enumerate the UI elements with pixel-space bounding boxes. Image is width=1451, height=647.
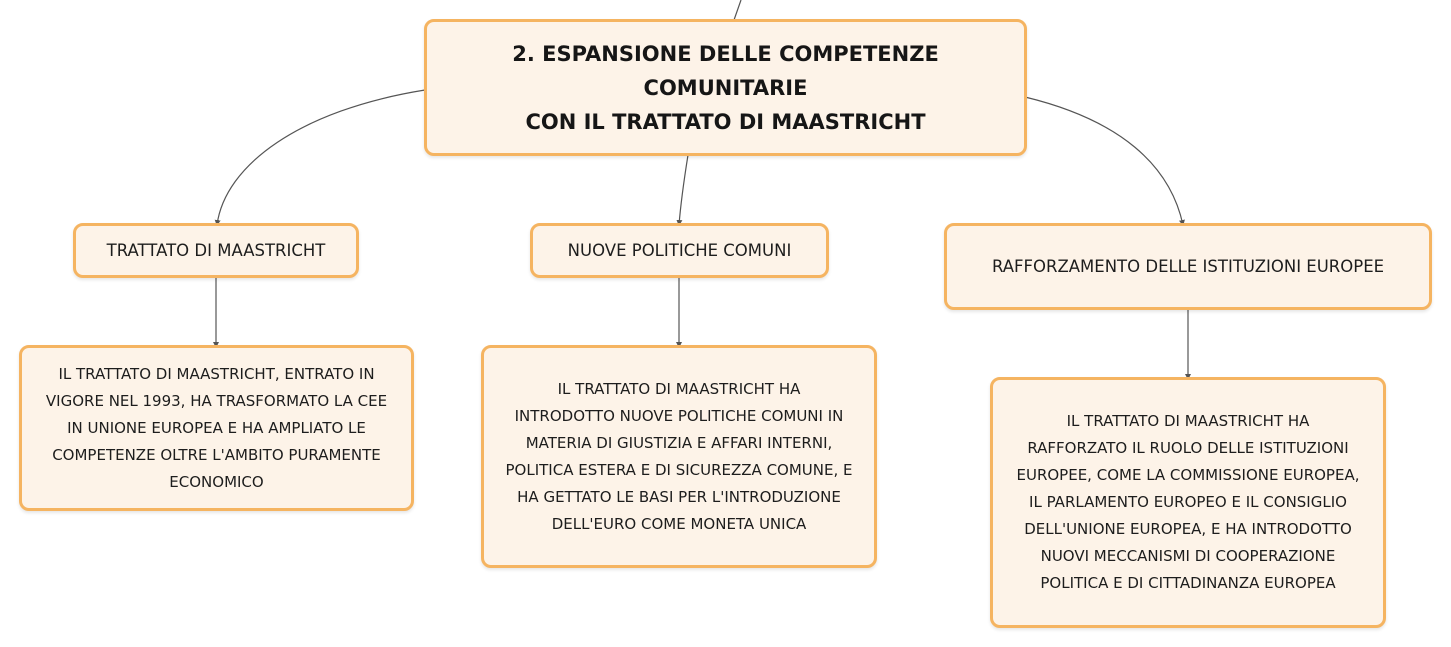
branch-label: TRATTATO DI MAASTRICHT <box>106 240 326 260</box>
branch-node-nuove-politiche-comuni[interactable] <box>530 223 829 278</box>
detail-node-rafforzamento-istituzioni[interactable] <box>990 377 1386 628</box>
detail-text: IL TRATTATO DI MAASTRICHT HA RAFFORZATO IL RUOLO DELLE ISTITUZIONI EUROPEE, COME LA COMMISSIONE EUROPEA, IL PARLAMENTO EUROPEO E IL CONSIGLIO DELL'UNIONE EUROPEA, E HA INTRODOTTO NUOVI MECCANISMI DI COOPERAZIONE POLITICA E DI CITTADINANZA EUROPEA <box>1016 412 1360 592</box>
root-topic-title: 2. ESPANSIONE DELLE COMPETENZE COMUNITARIE CON IL TRATTATO DI MAASTRICHT <box>512 41 939 134</box>
detail-text: IL TRATTATO DI MAASTRICHT HA INTRODOTTO NUOVE POLITICHE COMUNI IN MATERIA DI GIUSTIZIA E AFFARI INTERNI, POLITICA ESTERA E DI SICUREZZA COMUNE, E HA GETTATO LE BASI PER L'INTRODUZIONE DELL'EURO COME MONETA UNICA <box>505 379 853 533</box>
connector-root-to-branch-3 <box>1025 97 1183 225</box>
branch-node-rafforzamento-istituzioni[interactable] <box>944 223 1432 310</box>
detail-node-nuove-politiche-comuni[interactable] <box>481 345 877 568</box>
branch-label: RAFFORZAMENTO DELLE ISTITUZIONI EUROPEE <box>991 256 1385 276</box>
detail-text: IL TRATTATO DI MAASTRICHT, ENTRATO IN VIGORE NEL 1993, HA TRASFORMATO LA CEE IN UNIONE EUROPEA E HA AMPLIATO LE COMPETENZE OLTRE L'AMBITO PURAMENTE ECONOMICO <box>45 364 388 491</box>
root-topic-node[interactable] <box>424 19 1027 156</box>
connector-parent-to-root <box>734 0 741 20</box>
branch-node-trattato-di-maastricht[interactable] <box>73 223 359 278</box>
detail-node-trattato-di-maastricht[interactable] <box>19 345 414 511</box>
connector-root-to-branch-2 <box>679 155 688 225</box>
connector-root-to-branch-1 <box>217 90 425 225</box>
branch-label: NUOVE POLITICHE COMUNI <box>567 240 792 260</box>
